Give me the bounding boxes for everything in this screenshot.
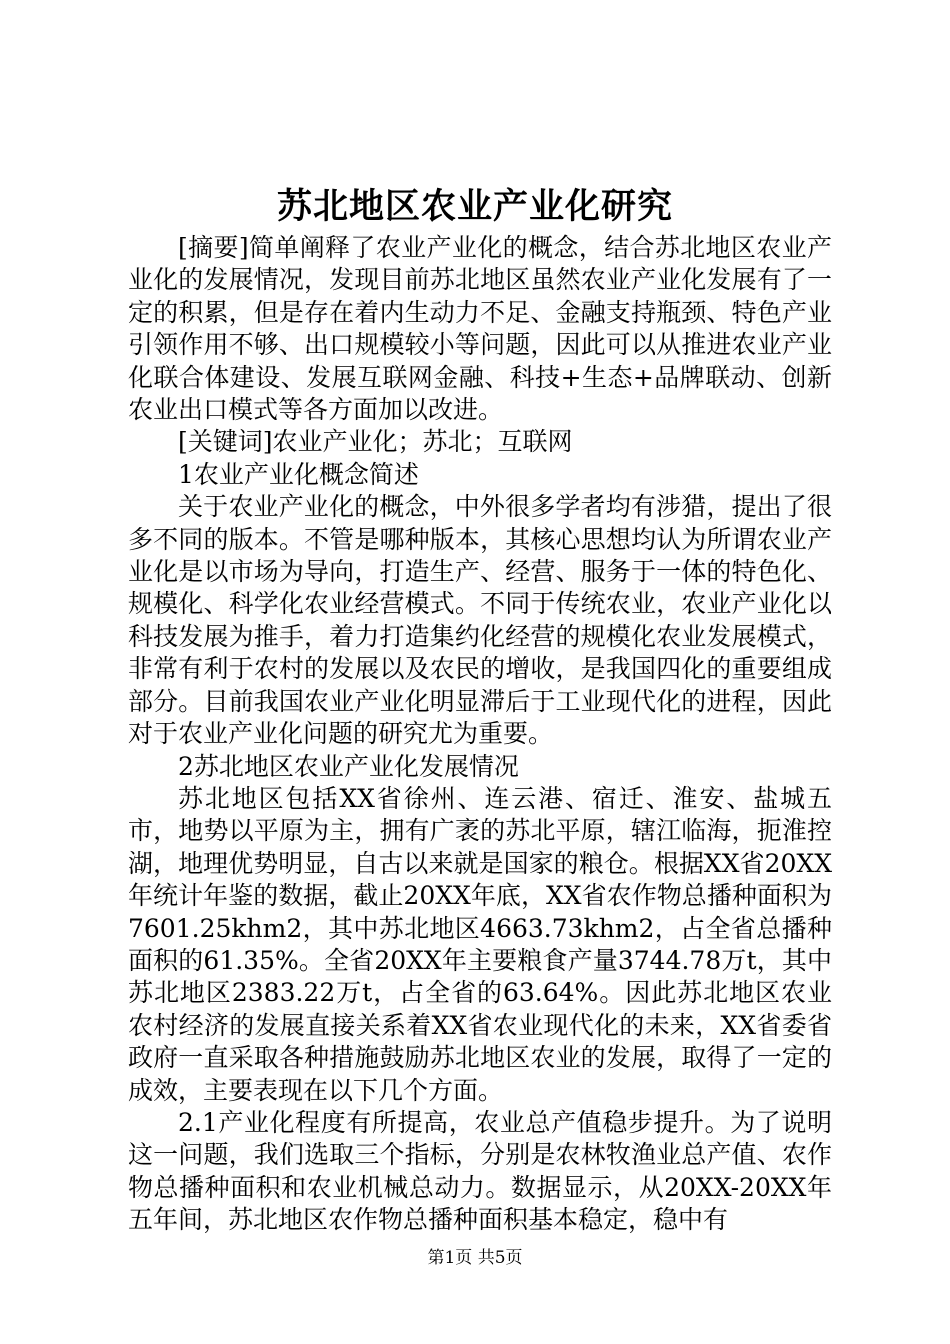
abstract-paragraph: [摘要]简单阐释了农业产业化的概念，结合苏北地区农业产业化的发展情况，发现目前苏北地区虽然农业产业化发展有了一定的积累，但是存在着内生动力不足、金融支持瓶颈、特色产业引领作用不够、出口规模较小等问题，因此可以从推进农业产业化联合体建设、发展互联网金融、科技+生态+品牌联动、创新农业出口模式等各方面加以改进。 xyxy=(128,233,832,425)
keywords-paragraph: [关键词]农业产业化；苏北；互联网 xyxy=(178,427,573,457)
document-body xyxy=(128,232,832,1237)
body-paragraph: 关于农业产业化的概念，中外很多学者均有涉猎，提出了很多不同的版本。不管是哪种版本，其核心思想均认为所谓农业产业化是以市场为导向，打造生产、经营、服务于一体的特色化、规模化、科学化农业经营模式。不同于传统农业，农业产业化以科技发展为推手，着力打造集约化经营的规模化农业发展模式，非常有利于农村的发展以及农民的增收，是我国四化的重要组成部分。目前我国农业产业化明显滞后于工业现代化的进程，因此对于农业产业化问题的研究尤为重要。 xyxy=(128,492,832,749)
page-number-footer: 第1页 共5页 xyxy=(427,1248,523,1268)
document-title: 苏北地区农业产业化研究 xyxy=(276,186,673,227)
body-paragraph: 苏北地区包括XX省徐州、连云港、宿迁、淮安、盐城五市，地势以平原为主，拥有广袤的苏北平原，辖江临海，扼淮控湖，地理优势明显，自古以来就是国家的粮仓。根据XX省20XX年统计年鉴的数据，截止20XX年底，XX省农作物总播种面积为7601.25khm2，其中苏北地区4663.73khm2，占全省总播种面积的61.35%。全省20XX年主要粮食产量3744.78万t，其中苏北地区2383.22万t，占全省的63.64%。因此苏北地区农业农村经济的发展直接关系着XX省农业现代化的未来，XX省委省政府一直采取各种措施鼓励苏北地区农业的发展，取得了一定的成效，主要表现在以下几个方面。 xyxy=(128,783,832,1105)
body-paragraph: 2.1产业化程度有所提高，农业总产值稳步提升。为了说明这一问题，我们选取三个指标，分别是农林牧渔业总产值、农作物总播种面积和农业机械总动力。数据显示，从20XX-20XX年五年间，苏北地区农作物总播种面积基本稳定，稳中有 xyxy=(128,1107,832,1235)
section-heading-2: 2苏北地区农业产业化发展情况 xyxy=(178,751,519,781)
section-heading-1: 1农业产业化概念简述 xyxy=(178,459,419,489)
